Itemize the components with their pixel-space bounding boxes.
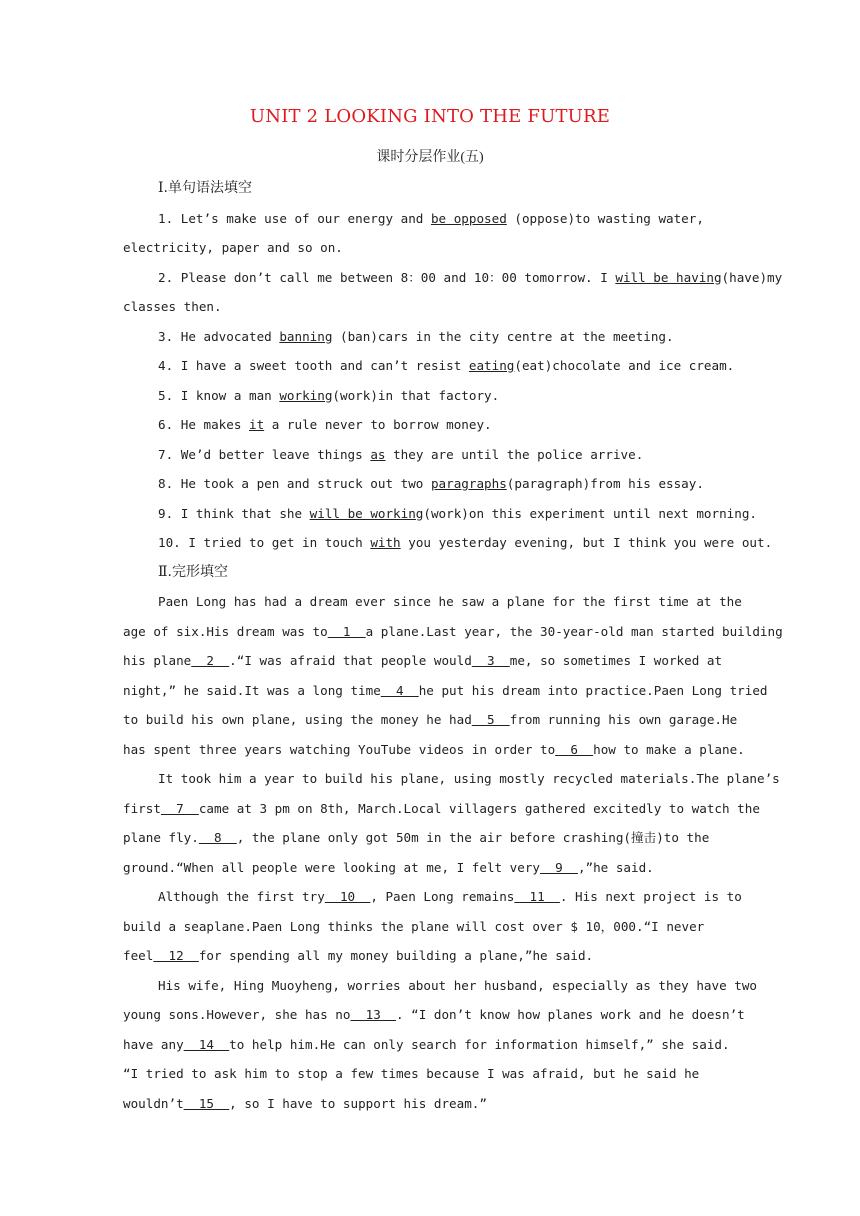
item-text: 8. He took a pen and struck out two: [158, 476, 431, 491]
cloze-blank: 9: [540, 859, 578, 875]
cloze-text: how to make a plane.: [593, 741, 745, 757]
item-text: 9. I think that she: [158, 505, 310, 521]
answer: with: [370, 535, 401, 550]
answer: will be having: [615, 269, 722, 285]
cloze-text: came at 3 pm on 8th, March.Local villagers gathered excitedly to watch the: [198, 800, 760, 816]
item-line-left: [158, 263, 782, 293]
cloze-text: “I tried to ask him to stop a few times because I was afraid, but he said he: [123, 1066, 700, 1081]
item-text: (ban)cars in the city centre at the meeting.: [332, 328, 674, 344]
cloze-line: [123, 705, 737, 735]
grammar-item: [123, 410, 737, 440]
section-heading-grammar: Ⅰ.单句语法填空: [158, 180, 252, 196]
cloze-blank: 11: [514, 889, 560, 904]
grammar-item: [123, 322, 737, 352]
cloze-text: plane fly.: [123, 830, 199, 845]
item-text: 6. He makes: [158, 417, 249, 432]
item-text: a rule never to borrow money.: [264, 417, 492, 432]
cloze-line: [123, 912, 737, 942]
cloze-text: he put his dream into practice.Paen Long tried: [418, 682, 768, 698]
cloze-text: It took him a year to build his plane, using mostly recycled materials.The plane’s: [158, 771, 780, 786]
item-text: they are until the police arrive.: [385, 446, 644, 462]
answer: banning: [279, 328, 333, 344]
answer: working: [279, 387, 333, 403]
cloze-text: age of six.His dream was to: [123, 623, 328, 639]
item-text: (eat)chocolate and ice cream.: [514, 358, 735, 373]
cloze-line: [123, 1000, 745, 1030]
cloze-blank: 6: [555, 741, 594, 757]
cloze-text: night,” he said.It was a long time: [123, 682, 381, 698]
document-title: UNIT 2 LOOKING INTO THE FUTURE: [249, 106, 611, 127]
document-body: [123, 174, 783, 1118]
cloze-text: feel: [123, 948, 154, 963]
cloze-text: , Paen Long remains: [370, 889, 515, 904]
cloze-text: to build his own plane, using the money he had: [123, 712, 472, 727]
grammar-item-continued: classes then.: [123, 299, 222, 314]
grammar-item-continued: electricity, paper and so on.: [123, 240, 343, 255]
item-text: you yesterday evening, but I think you were out.: [400, 535, 773, 550]
item-text: (work)on this experiment until next morning.: [423, 505, 758, 521]
cloze-text: , so I have to support his dream.”: [229, 1095, 487, 1111]
cloze-text: has spent three years watching YouTube videos in order to: [123, 741, 556, 757]
answer: it: [249, 417, 265, 432]
item-text: (have)my: [721, 269, 783, 285]
cloze-text: to help him.He can only search for information himself,” she said.: [229, 1036, 730, 1052]
cloze-blank: 10: [324, 889, 371, 904]
cloze-blank: 2: [191, 653, 230, 668]
grammar-item: [123, 469, 737, 499]
cloze-text: a plane.Last year, the 30-year-old man started building: [365, 623, 783, 639]
cloze-text: for spending all my money building a plane,”he said.: [198, 948, 594, 963]
cloze-blank: 3: [471, 653, 510, 668]
grammar-items: [123, 204, 783, 558]
item-text: 7. We’d better leave things: [158, 446, 371, 462]
cloze-line: [123, 882, 742, 912]
cloze-blank: 14: [183, 1036, 230, 1052]
cloze-text: , the plane only got 50m in the air before crashing(撞击)to the: [236, 830, 710, 845]
grammar-item: [123, 263, 783, 293]
item-text: (paragraph)from his essay.: [506, 476, 704, 491]
cloze-line: [123, 794, 760, 824]
grammar-item: [123, 351, 737, 381]
cloze-text: his plane: [123, 653, 192, 668]
grammar-item: [123, 440, 737, 470]
cloze-blank: 12: [153, 948, 199, 963]
answer: as: [370, 446, 386, 462]
cloze-line: [123, 971, 757, 1001]
cloze-line: [123, 587, 742, 617]
item-text: 2. Please don’t call me between 8：00 and 10：00 tomorrow. I: [158, 269, 616, 285]
answer: paragraphs: [430, 476, 507, 491]
item-text: 5. I know a man: [158, 387, 280, 403]
cloze-text: young sons.However, she has no: [123, 1007, 351, 1022]
cloze-blank: 15: [183, 1095, 230, 1111]
cloze-line: [123, 646, 737, 676]
answer: be opposed: [430, 210, 507, 226]
cloze-text: first: [123, 800, 161, 816]
cloze-line: [123, 676, 768, 706]
cloze-blank: 8: [198, 830, 237, 845]
cloze-text: from running his own garage.He: [509, 712, 738, 727]
cloze-blank: 13: [350, 1007, 396, 1022]
cloze-text: Although the first try: [158, 889, 325, 904]
item-text: 3. He advocated: [158, 328, 280, 344]
item-text: 1. Let’s make use of our energy and: [158, 210, 431, 226]
cloze-line: [123, 1089, 737, 1119]
cloze-text: me, so sometimes I worked at: [509, 653, 723, 668]
cloze-line: [123, 941, 737, 971]
item-text: (oppose)to wasting water,: [506, 210, 704, 226]
cloze-line: [123, 1059, 737, 1089]
cloze-text: build a seaplane.Paen Long thinks the plane will cost over $ 10，000.“I never: [123, 918, 705, 934]
cloze-blank: 7: [160, 800, 199, 816]
cloze-blank: 4: [380, 682, 419, 698]
cloze-line: [123, 617, 783, 647]
cloze-text: Paen Long has had a dream ever since he saw a plane for the first time at the: [158, 594, 742, 609]
section-heading-cloze: Ⅱ.完形填空: [158, 563, 228, 580]
cloze-text: wouldn’t: [123, 1095, 184, 1111]
document-subtitle: 课时分层作业(五): [376, 150, 484, 165]
item-text: 4. I have a sweet tooth and can’t resist: [158, 358, 469, 373]
answer: eating: [468, 358, 515, 373]
cloze-text: . His next project is to: [559, 889, 742, 904]
cloze-text: ground.“When all people were looking at me, I felt very: [123, 859, 541, 875]
cloze-text: ,”he said.: [577, 859, 654, 875]
item-text: 10. I tried to get in touch: [158, 535, 371, 550]
cloze-text: . “I don’t know how planes work and he doesn’t: [395, 1007, 745, 1022]
cloze-blank: 5: [471, 712, 510, 727]
grammar-item: [123, 499, 758, 529]
cloze-text: His wife, Hing Muoyheng, worries about her husband, especially as they have two: [158, 977, 757, 993]
cloze-line: [123, 823, 737, 853]
cloze-line: [123, 853, 737, 883]
grammar-item: [123, 204, 737, 234]
grammar-item: [123, 381, 737, 411]
item-line-left: [158, 204, 704, 234]
cloze-text: have any: [123, 1036, 184, 1052]
cloze-blank: 1: [327, 623, 366, 639]
cloze-line: [123, 1030, 737, 1060]
cloze-line: [123, 735, 745, 765]
answer: will be working: [309, 505, 424, 521]
cloze-text: .“I was afraid that people would: [229, 653, 472, 668]
cloze-passage: [123, 587, 783, 1118]
item-text: (work)in that factory.: [332, 387, 500, 403]
cloze-line: [123, 764, 780, 794]
grammar-item: [123, 528, 773, 558]
